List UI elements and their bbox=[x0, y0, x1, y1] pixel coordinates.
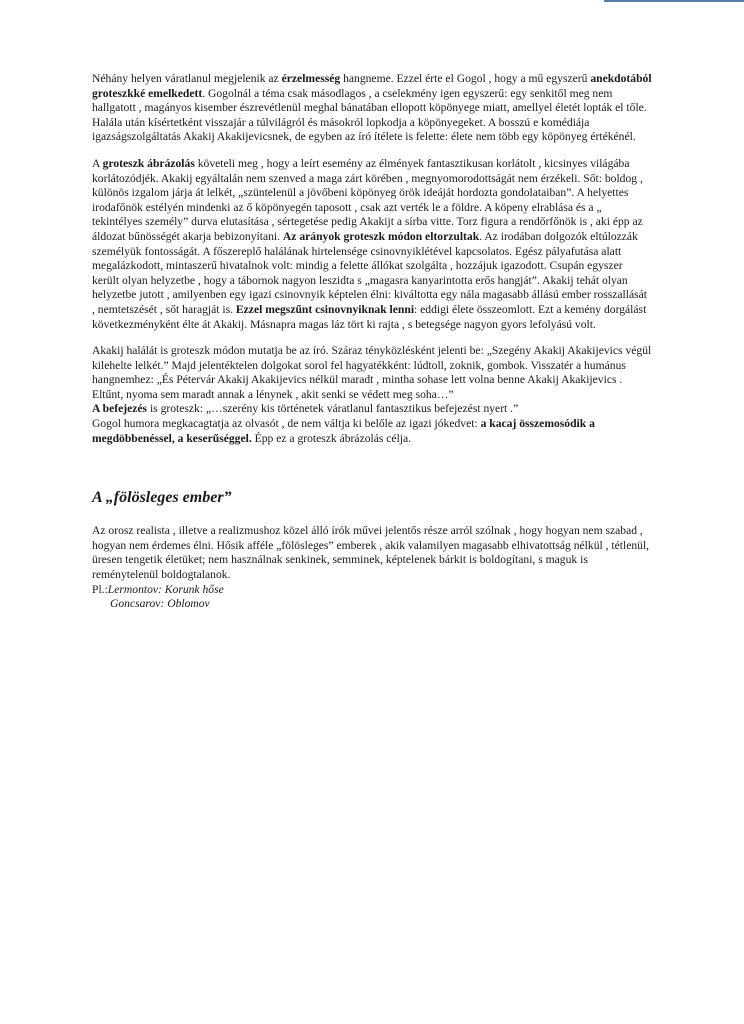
bold-text: a kacaj összemosódik a megdöbbenéssel, a keserűséggel. bbox=[92, 417, 595, 445]
bold-text: A befejezés bbox=[92, 402, 148, 416]
example-lermontov: Lermontov: Korunk hőse bbox=[107, 582, 224, 596]
paragraph-grotesque-depiction bbox=[92, 157, 652, 332]
examples-list bbox=[92, 583, 652, 612]
paragraph-sentimentality bbox=[92, 72, 652, 145]
document-page bbox=[92, 72, 652, 612]
bold-text: groteszk ábrázolás bbox=[102, 156, 195, 170]
section-heading: A „fölösleges ember” bbox=[92, 489, 232, 507]
bold-text: érzelmesség bbox=[281, 72, 341, 85]
text: hangneme. Ezzel érte el Gogol , hogy a mű egyszerű bbox=[340, 72, 591, 85]
text: : eddigi élete összeomlott. Ezt a kemény dorgálást következményként élte át Akakij. Másnapra magas láz tört ki rajta , s betegsége nagyon gyors lefolyású volt. bbox=[92, 302, 647, 331]
text: Gogol humora megkacagtatja az olvasót , de nem váltja ki belőle az igazi jókedvet: bbox=[92, 417, 481, 431]
humor-line bbox=[92, 417, 652, 446]
text: . Az irodában dolgozók eltúlozzák személyük fontosságát. A főszereplő halálának hirtelensége csinovnyiklétével kapcsolatos. Egész pályafutása alatt megalázkodott, mintaszerű hivatalnok volt: mindig a felette állókat szolgálta , hozzájuk igazodott. Csupán egyszer került olyan helyzetbe , hogy a tábornok nagyon leszidta s „magasra kanyarintotta erős hangját”. Akakij tehát olyan helyzetbe jutott , amilyenben egy igazi csinovnyik képtelen élni: kiváltotta egy nála magasabb állású ember rosszallását , nemtetszését , sőt haragját is. bbox=[92, 229, 648, 316]
text: Épp ez a groteszk ábrázolás célja. bbox=[251, 431, 412, 445]
text: A bbox=[92, 156, 103, 170]
bold-text: Az arányok groteszk módon eltorzultak bbox=[282, 229, 480, 243]
text: követeli meg , hogy a leírt esemény az élmények fantasztikusan korlátolt , kicsinyes világába korlátozódjék. Akakij egyáltalán nem szenved a maga zárt körében , megnyomorodottságát nem érzékeli. Sőt: boldog , különös izgalom járja át lelkét, „szüntelenül a jövőbeni köpönyeg örök ideáját hordozta gondolataiban”. A helyettes irodafőnök estélyén mindenki az ő köpönyegén taposott , csak azt verték le a földre. A köpeny elrablása és a „ tekintélyes személy” durva elutasítása , sértegetése pedig Akakijt a sírba vitte. Torz figura a rendőrfőnök is , aki épp az áldozat bűnösségét akarja bebizonyítani. bbox=[92, 156, 643, 243]
bold-text: anekdotából groteszkké emelkedett bbox=[92, 72, 652, 100]
examples-prefix: Pl.: bbox=[92, 582, 108, 596]
text: . Gogolnál a téma csak másodlagos , a cselekmény igen egyszerű: egy senkitől meg nem hallgatott , magányos kisember észrevétlenül meghal bánatában ellopott köpönyege miatt, amellyel életét lopták el tőle. Halála után kísértetként visszajár a túlvilágról és másokról lopkodja a köpönyegeket. A bosszú e komédiája igazságszolgáltatás Akakij Akakijevicsnek, de egyben az író ítélete is felette: élete nem több egy köpönyeg értékénél. bbox=[92, 86, 647, 144]
scan-edge-line bbox=[604, 0, 744, 2]
text: Akakij halálát is groteszk módon mutatja be az író. Száraz tényközlésként jelenti be: „Szegény Akakij Akakijevics végül kilehelte lelkét.” Majd jelentéktelen dolgokat sorol fel hagyatékként: lúdtoll, zoknik, gombok. Visszatér a humánus hangnemhez: „És Pétervár Akakij Akakijevics nélkül maradt , mintha sohase lett volna benne Akakij Akakijevics . Eltűnt, nyoma sem maradt annak a lénynek , akit senki se védett meg soha…” bbox=[92, 344, 652, 401]
paragraph-superfluous-man: Az orosz realista , illetve a realizmushoz közel álló írók művei jelentős része arról szólnak , hogy hogyan nem szabad , hogyan nem érdemes élni. Hősik afféle „fölösleges” emberek , akik valamilyen magasabb elhivatottság nélkül , tétlenül, üresen tengetik életüket; nem használnak senkinek, semminek, képtelenek bárkit is boldogítani, s maguk is reménytelenül boldogtalanok. bbox=[92, 524, 650, 582]
bold-text: Ezzel megszűnt csinovnyiknak lenni bbox=[235, 302, 415, 316]
example-goncsarov: Goncsarov: Oblomov bbox=[110, 597, 210, 611]
example-line-1 bbox=[92, 583, 652, 598]
text: Néhány helyen váratlanul megjelenik az bbox=[92, 72, 282, 85]
text: is groteszk: „…szerény kis történetek váratlanul fantasztikus befejezést nyert .” bbox=[147, 402, 519, 416]
paragraph-death-and-ending bbox=[92, 344, 652, 446]
ending-line bbox=[92, 402, 652, 417]
